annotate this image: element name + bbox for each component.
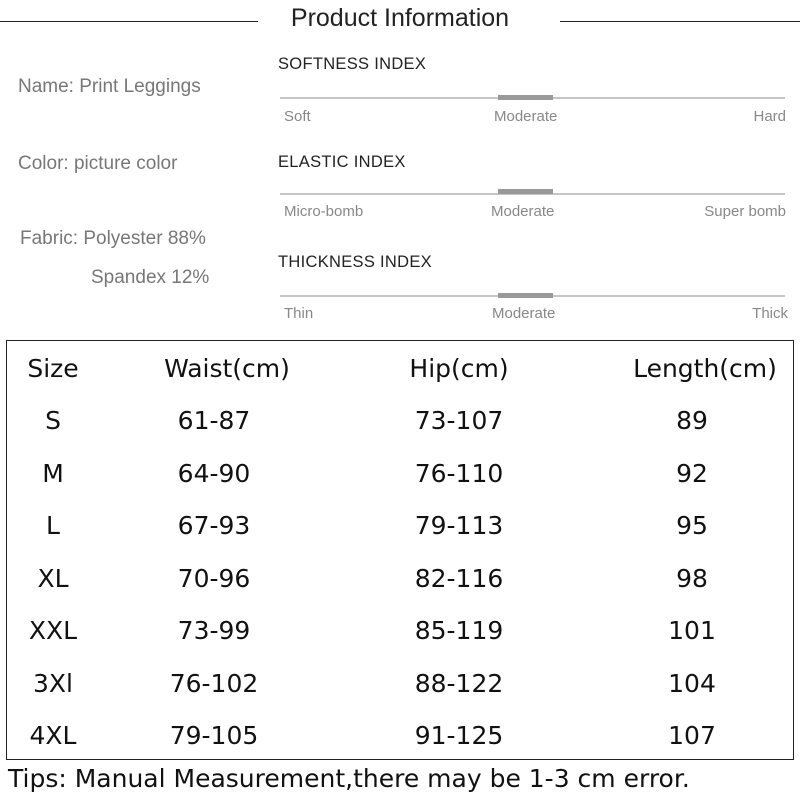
table-cell-size: XXL	[28, 616, 78, 645]
table-cell-length: 92	[676, 459, 708, 488]
softness-label-right: Hard	[753, 108, 786, 125]
table-cell-length: 89	[676, 406, 708, 435]
softness-index-title: SOFTNESS INDEX	[278, 55, 427, 73]
table-cell-size: 4XL	[29, 721, 77, 750]
table-header-hip: Hip(cm)	[409, 354, 509, 383]
product-color: Color: picture color	[18, 153, 178, 174]
thickness-label-middle: Moderate	[492, 305, 556, 322]
softness-label-middle: Moderate	[494, 108, 558, 125]
table-header-length: Length(cm)	[633, 354, 777, 383]
elastic-index-marker	[498, 189, 553, 194]
elastic-label-right: Super bomb	[704, 203, 786, 220]
table-cell-length: 95	[676, 511, 708, 540]
elastic-label-middle: Moderate	[491, 203, 555, 220]
table-cell-size: XL	[37, 564, 69, 593]
table-header-size: Size	[27, 354, 79, 383]
table-cell-hip: 88-122	[414, 669, 504, 698]
table-cell-hip: 76-110	[414, 459, 504, 488]
table-cell-size: S	[45, 406, 61, 435]
size-table	[6, 340, 794, 760]
table-cell-size: 3Xl	[33, 669, 73, 698]
thickness-index-marker	[498, 293, 553, 298]
table-cell-waist: 76-102	[169, 669, 259, 698]
table-cell-hip: 79-113	[414, 511, 504, 540]
table-cell-waist: 64-90	[177, 459, 251, 488]
product-name: Name: Print Leggings	[18, 76, 201, 97]
table-cell-length: 101	[668, 616, 716, 645]
page-title: Product Information	[290, 4, 510, 32]
table-cell-waist: 67-93	[177, 511, 251, 540]
tips-note: Tips: Manual Measurement,there may be 1-3 cm error.	[8, 764, 690, 793]
table-cell-hip: 82-116	[414, 564, 504, 593]
table-cell-length: 107	[668, 721, 716, 750]
table-cell-size: L	[46, 511, 60, 540]
title-rule-right	[560, 21, 800, 22]
thickness-label-right: Thick	[752, 305, 788, 322]
table-cell-length: 104	[668, 669, 716, 698]
softness-index-marker	[498, 95, 553, 100]
table-cell-size: M	[42, 459, 64, 488]
table-cell-length: 98	[676, 564, 708, 593]
table-cell-waist: 61-87	[177, 406, 251, 435]
softness-label-left: Soft	[284, 108, 311, 125]
table-header-waist: Waist(cm)	[164, 354, 290, 383]
elastic-index-title: ELASTIC INDEX	[278, 153, 406, 171]
elastic-label-left: Micro-bomb	[284, 203, 364, 220]
table-cell-hip: 85-119	[414, 616, 504, 645]
table-cell-hip: 91-125	[414, 721, 504, 750]
product-fabric: Fabric: Polyester 88%	[20, 228, 206, 249]
table-cell-waist: 70-96	[177, 564, 251, 593]
table-cell-waist: 73-99	[177, 616, 251, 645]
table-cell-waist: 79-105	[169, 721, 259, 750]
product-fabric-spandex: Spandex 12%	[91, 267, 210, 288]
thickness-label-left: Thin	[284, 305, 314, 322]
thickness-index-title: THICKNESS INDEX	[278, 253, 432, 271]
table-cell-hip: 73-107	[414, 406, 504, 435]
